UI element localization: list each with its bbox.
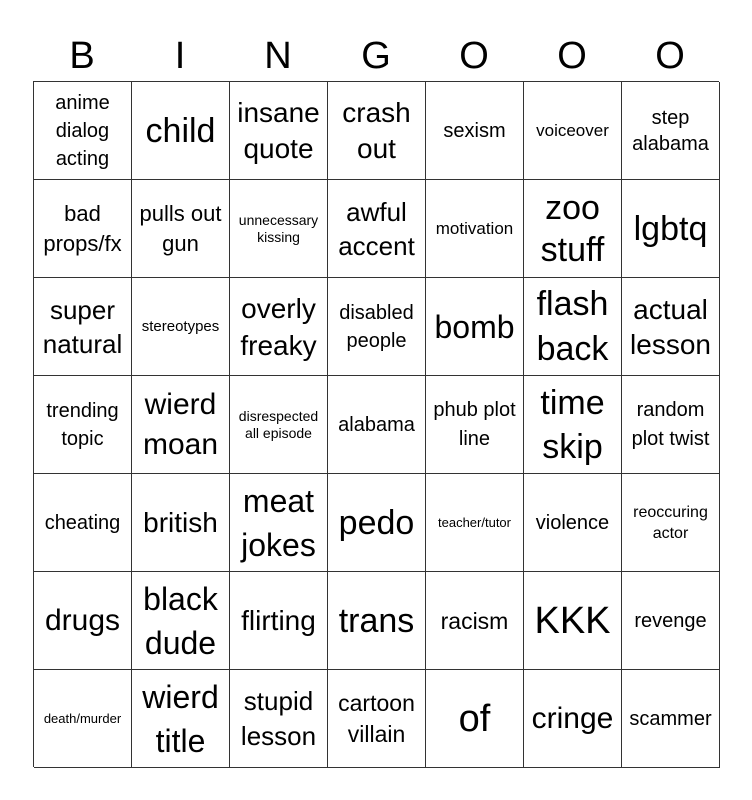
bingo-cell[interactable] [230, 670, 328, 768]
cell-text: wierd title [142, 678, 219, 759]
bingo-cell[interactable] [328, 670, 426, 768]
bingo-cell[interactable] [34, 82, 132, 180]
bingo-cell[interactable] [132, 278, 230, 376]
bingo-cell[interactable] [524, 474, 622, 572]
cell-text: flirting [241, 604, 316, 636]
bingo-cell[interactable] [524, 278, 622, 376]
bingo-cell[interactable] [34, 376, 132, 474]
cell-text: anime dialog acting [55, 91, 110, 170]
bingo-cell[interactable] [328, 376, 426, 474]
bingo-cell[interactable] [132, 180, 230, 278]
bingo-cell[interactable] [34, 572, 132, 670]
bingo-board [33, 81, 719, 767]
header-letter-i: I [174, 35, 186, 77]
cell-text: violence [535, 511, 610, 534]
cell-text: KKK [534, 599, 611, 642]
bingo-cell[interactable] [622, 278, 720, 376]
bingo-cell[interactable] [34, 474, 132, 572]
bingo-cell[interactable] [622, 180, 720, 278]
header-letter-b: B [69, 35, 95, 77]
cell-text: black dude [143, 580, 218, 661]
bingo-cell[interactable] [622, 82, 720, 180]
cell-text: unnecessary kissing [238, 211, 319, 245]
bingo-cell[interactable] [426, 180, 524, 278]
cell-text: wierd moan [142, 387, 219, 461]
header-letter-o-1: O [459, 35, 489, 77]
bingo-cell[interactable] [426, 278, 524, 376]
bingo-cell[interactable] [622, 670, 720, 768]
bingo-cell[interactable] [132, 376, 230, 474]
cell-text: awful accent [338, 196, 415, 261]
bingo-cell[interactable] [426, 376, 524, 474]
cell-text: death/murder [43, 711, 122, 726]
bingo-cell[interactable] [328, 278, 426, 376]
cell-text: cartoon villain [338, 689, 415, 747]
cell-text: scammer [629, 707, 712, 730]
bingo-cell[interactable] [622, 474, 720, 572]
bingo-header [33, 30, 719, 82]
cell-text: racism [440, 607, 509, 634]
cell-text: disabled people [339, 301, 414, 352]
bingo-cell[interactable] [426, 572, 524, 670]
bingo-cell[interactable] [524, 670, 622, 768]
bingo-cell[interactable] [328, 180, 426, 278]
cell-text: pulls out gun [139, 200, 222, 256]
bingo-cell[interactable] [230, 376, 328, 474]
cell-text: overly freaky [240, 292, 317, 361]
cell-text: meat jokes [241, 482, 316, 563]
cell-text: motivation [435, 218, 514, 238]
bingo-cell[interactable] [328, 82, 426, 180]
bingo-cell[interactable] [230, 278, 328, 376]
cell-text: super natural [42, 294, 123, 359]
bingo-cell[interactable] [328, 572, 426, 670]
cell-text: stupid lesson [240, 685, 317, 751]
cell-text: of [458, 697, 491, 740]
cell-text: disrespected all episode [238, 407, 319, 441]
cell-text: phub plot line [433, 398, 516, 450]
cell-text: sexism [443, 119, 506, 142]
bingo-cell[interactable] [230, 82, 328, 180]
cell-text: pedo [338, 503, 415, 542]
cell-text: time skip [540, 383, 605, 466]
cell-text: insane quote [237, 96, 320, 164]
cell-text: flash back [536, 284, 609, 368]
cell-text: bomb [434, 308, 515, 345]
cell-text: reoccuring actor [633, 503, 708, 542]
cell-text: actual lesson [630, 293, 711, 360]
cell-text: bad props/fx [43, 200, 122, 256]
bingo-cell[interactable] [524, 180, 622, 278]
cell-text: cringe [531, 701, 614, 735]
cell-text: stereotypes [141, 318, 220, 335]
cell-text: alabama [338, 413, 415, 436]
cell-text: step alabama [632, 106, 709, 155]
cell-text: trans [338, 601, 415, 640]
bingo-cell[interactable] [524, 82, 622, 180]
cell-text: revenge [634, 609, 707, 632]
cell-text: zoo stuff [540, 188, 605, 269]
bingo-cell[interactable] [34, 278, 132, 376]
bingo-cell[interactable] [426, 474, 524, 572]
cell-text: random plot twist [631, 398, 710, 450]
header-letter-g: G [361, 35, 391, 77]
bingo-cell[interactable] [132, 82, 230, 180]
cell-text: crash out [342, 96, 411, 164]
bingo-cell[interactable] [34, 180, 132, 278]
bingo-cell[interactable] [230, 180, 328, 278]
bingo-cell[interactable] [328, 474, 426, 572]
bingo-cell[interactable] [230, 572, 328, 670]
bingo-cell[interactable] [230, 474, 328, 572]
bingo-cell[interactable] [426, 670, 524, 768]
cell-text: drugs [44, 603, 121, 637]
bingo-cell[interactable] [524, 376, 622, 474]
bingo-cell[interactable] [524, 572, 622, 670]
bingo-cell[interactable] [426, 82, 524, 180]
header-letter-o-3: O [655, 35, 685, 77]
header-letter-n: N [264, 35, 292, 77]
header-letter-o-2: O [557, 35, 587, 77]
cell-text: teacher/tutor [438, 515, 511, 530]
cell-text: voiceover [536, 120, 609, 140]
cell-text: cheating [44, 511, 121, 534]
cell-text: lgbtq [633, 209, 708, 248]
cell-text: trending topic [46, 399, 119, 450]
bingo-cell[interactable] [34, 670, 132, 768]
bingo-cell[interactable] [622, 572, 720, 670]
bingo-cell[interactable] [132, 572, 230, 670]
bingo-cell[interactable] [132, 474, 230, 572]
bingo-cell[interactable] [132, 670, 230, 768]
cell-text: british [143, 506, 218, 538]
bingo-cell[interactable] [622, 376, 720, 474]
cell-text: child [145, 111, 216, 150]
